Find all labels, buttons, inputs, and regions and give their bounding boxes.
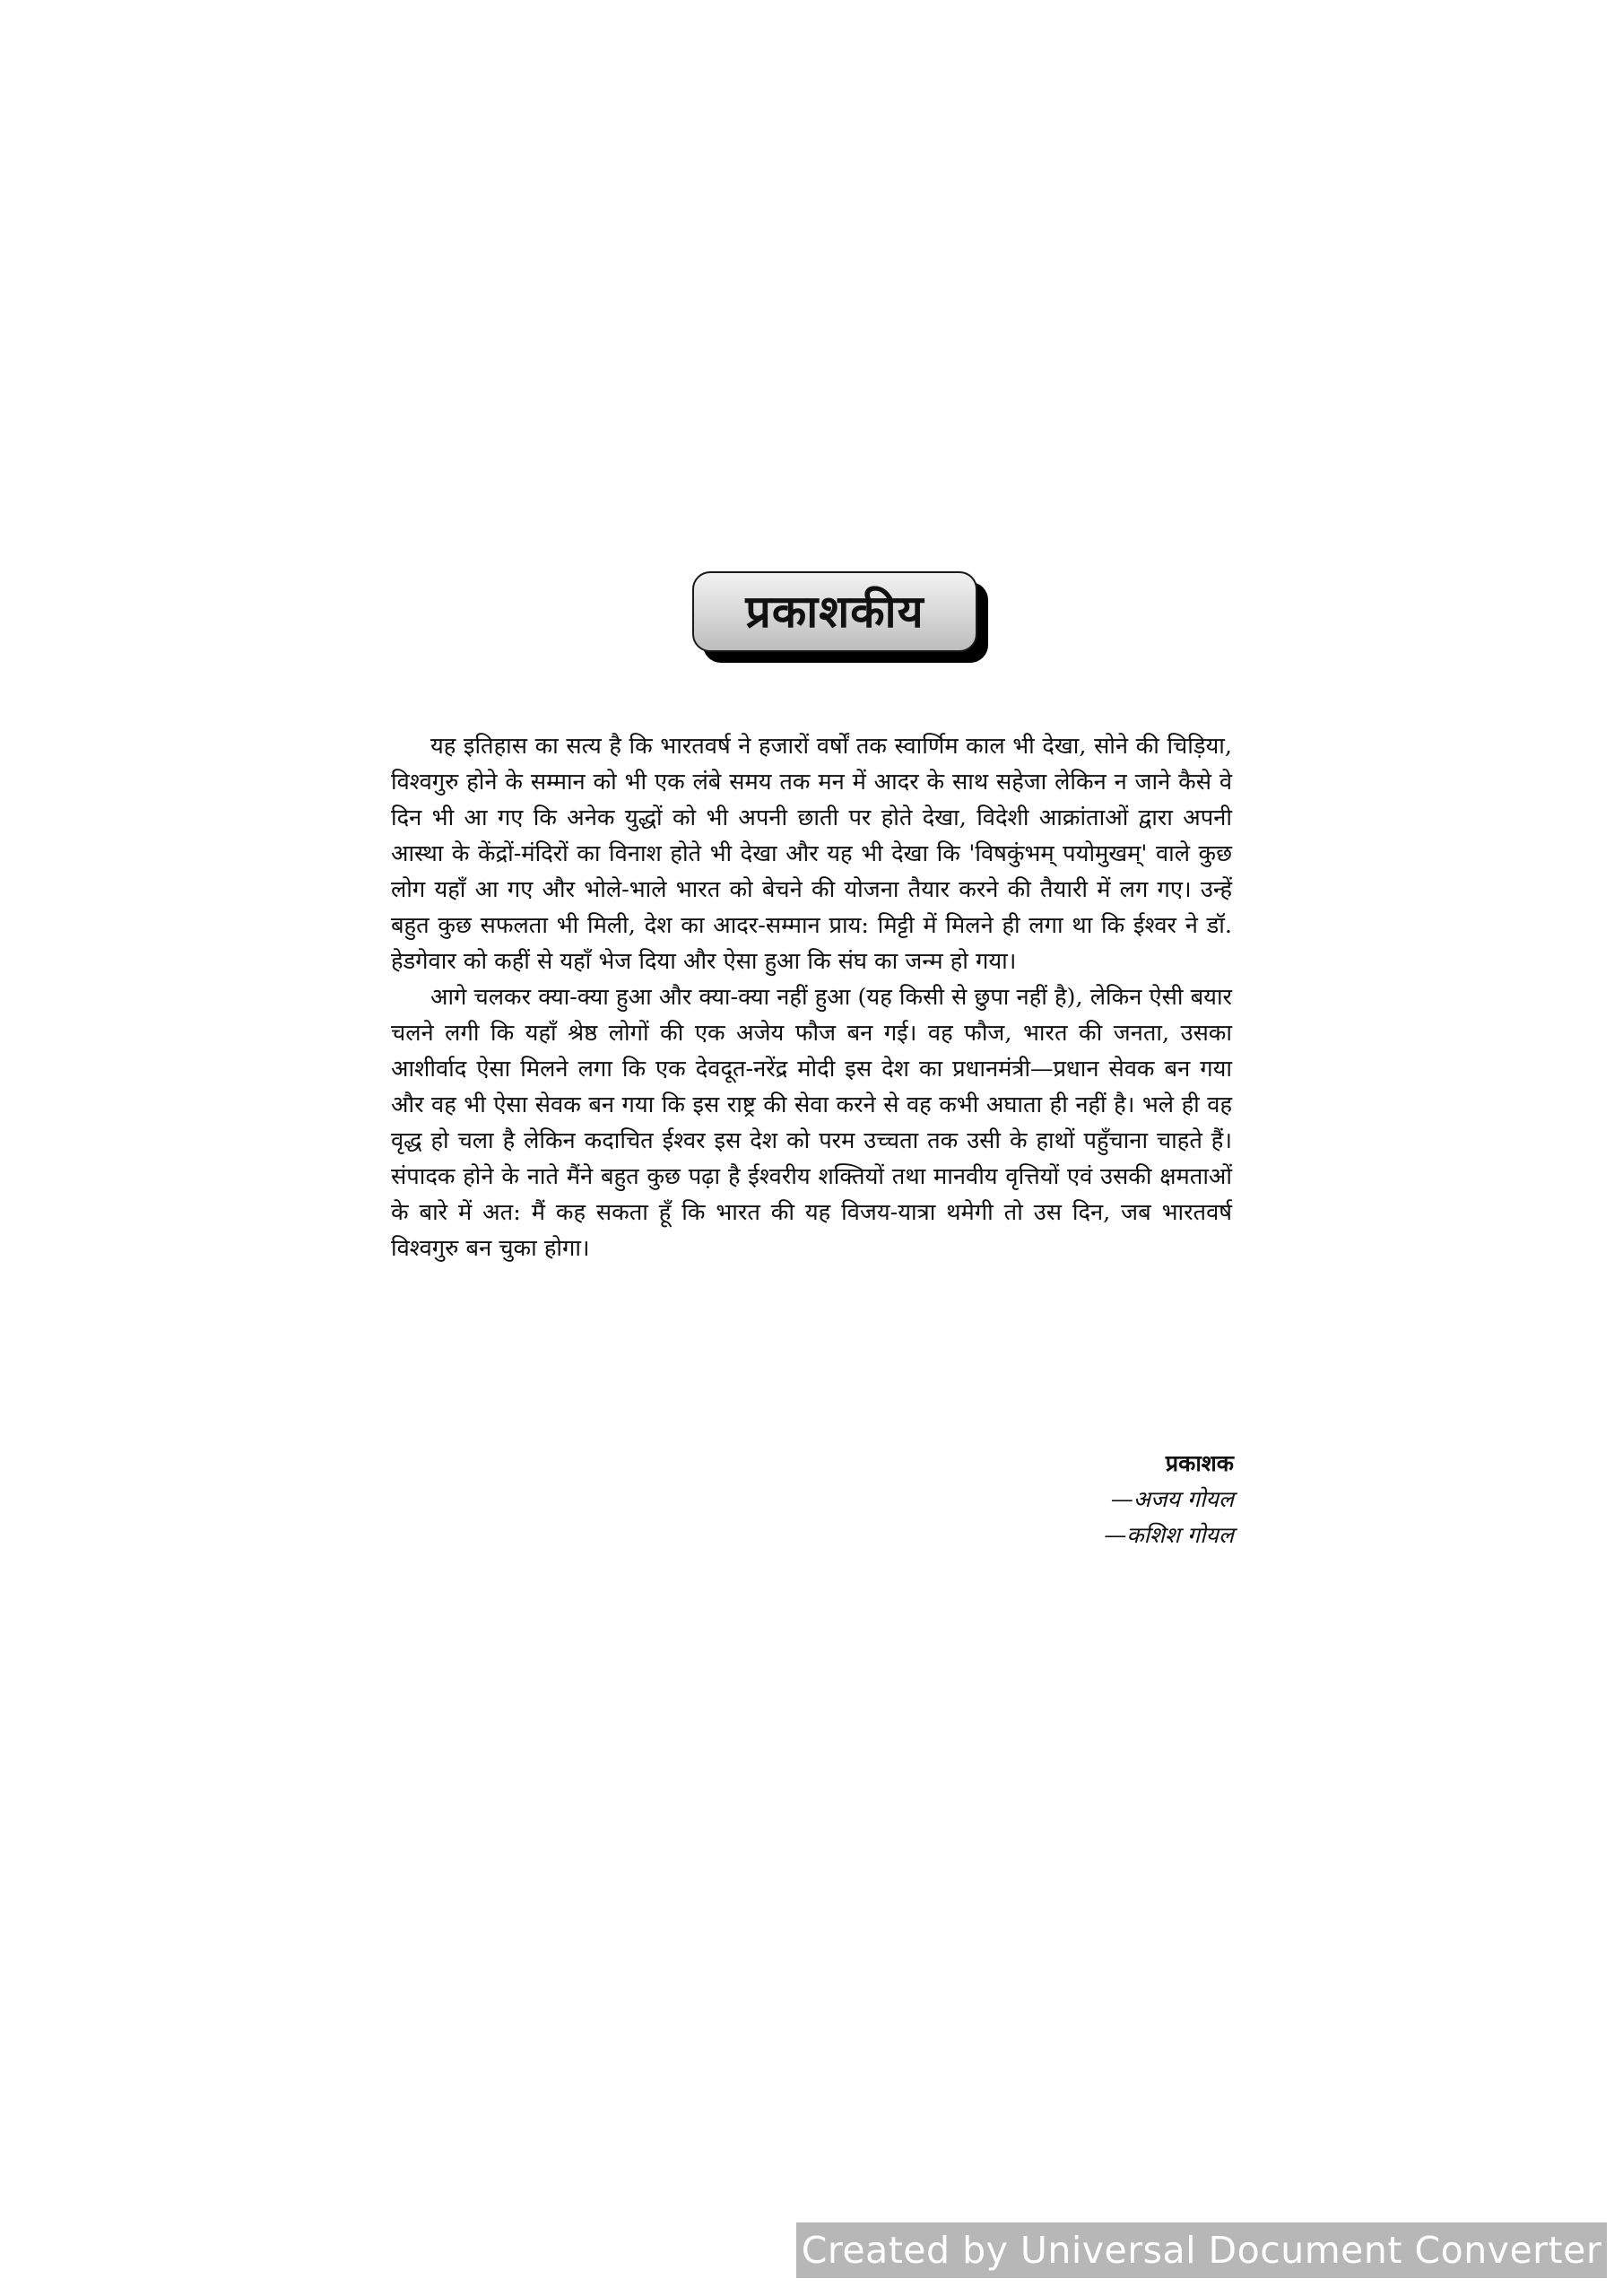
signature-name-2: —कशिश गोयल — [1104, 1522, 1234, 1548]
signature-heading: प्रकाशक — [1165, 1450, 1234, 1476]
paragraph-2: आगे चलकर क्या-क्या हुआ और क्या-क्या नहीं हुआ (यह किसी से छुपा नहीं है), लेकिन ऐसी बयार चलने लगी कि यहाँ श्रेष्ठ लोगों की एक अजेय फौज बन गई। वह फौज, भारत की जनता, उसका आशीर्वाद ऐसा मिलने लगा कि एक देवदूत-नरेंद्र मोदी इस देश का प्रधानमंत्री—प्रधान सेवक बन गया और वह भी ऐसा सेवक बन गया कि इस राष्ट्र की सेवा करने से वह कभी अघाता ही नहीं है। भले ही वह वृद्ध हो चला है लेकिन कदाचित ईश्वर इस देश को परम उच्चता तक उसी के हाथों पहुँचाना चाहते हैं। संपादक होने के नाते मैंने बहुत कुछ पढ़ा है ईश्वरीय शक्तियों तथा मानवीय वृत्तियों एवं उसकी क्षमताओं के बारे में अत: मैं कह सकता हूँ कि भारत की यह विजय-यात्रा थमेगी तो उस दिन, जब भारतवर्ष विश्वगुरु बन चुका होगा। — [391, 984, 1232, 1262]
paragraph-1: यह इतिहास का सत्य है कि भारतवर्ष ने हजारों वर्षों तक स्वार्णिम काल भी देखा, सोने की चिड़िया, विश्वगुरु होने के सम्मान को भी एक लंबे समय तक मन में आदर के साथ सहेजा लेकिन न जाने कैसे वे दिन भी आ गए कि अनेक युद्धों को भी अपनी छाती पर होते देखा, विदेशी आक्रांताओं द्वारा अपनी आस्था के केंद्रों-मंदिरों का विनाश होते भी देखा और यह भी देखा कि 'विषकुंभम् पयोमुखम्' वाले कुछ लोग यहाँ आ गए और भोले-भाले भारत को बेचने की योजना तैयार करने की तैयारी में लग गए। उन्हें बहुत कुछ सफलता भी मिली, देश का आदर-सम्मान प्राय: मिट्टी में मिलने ही लगा था कि ईश्वर ने डॉ. हेडगेवार को कहीं से यहाँ भेज दिया और ऐसा हुआ कि संघ का जन्म हो गया। — [391, 733, 1232, 975]
body-text — [391, 728, 1232, 1266]
converter-watermark — [796, 2222, 1607, 2278]
watermark-text: Created by Universal Document Converter — [801, 2229, 1602, 2272]
signature-name-1: —अजय गोयल — [1110, 1486, 1234, 1512]
heading-box — [692, 571, 988, 661]
heading-box-frame — [692, 571, 977, 652]
page-title: प्रकाशकीय — [745, 586, 924, 638]
signature-block — [875, 1446, 1234, 1553]
